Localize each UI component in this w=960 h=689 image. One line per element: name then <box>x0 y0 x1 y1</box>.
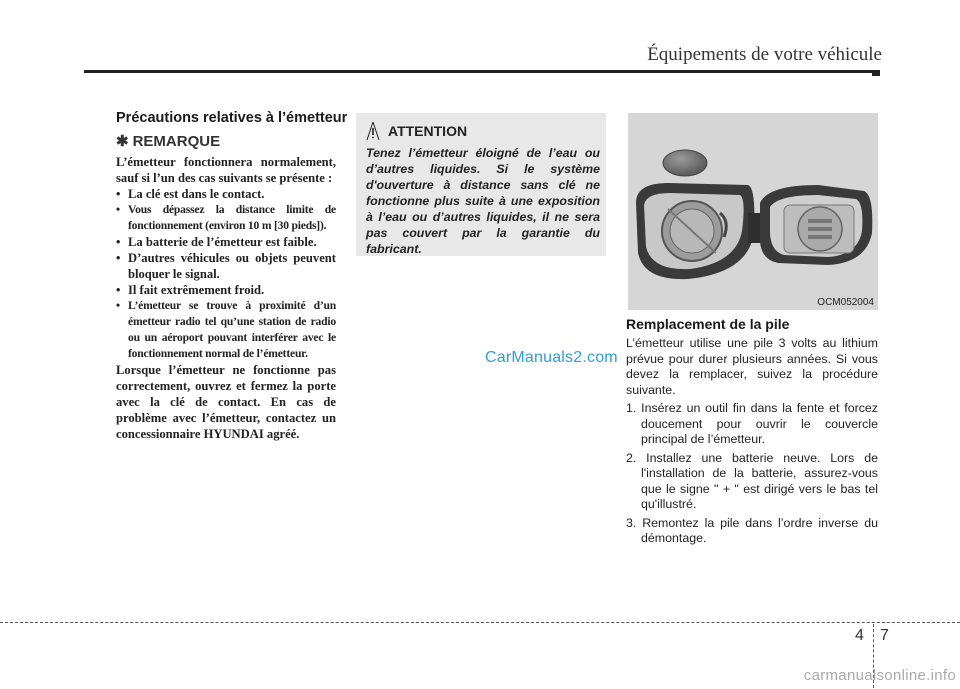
attention-header <box>366 121 600 141</box>
section-title-transmitter-precautions: Précautions relatives à l’émetteur <box>116 110 348 126</box>
list-item: • La batterie de l’émetteur est faible. <box>116 234 336 250</box>
note-title-label: REMARQUE <box>132 132 221 150</box>
list-item: • D’autres véhicules ou objets peuvent bloquer le signal. <box>116 250 336 282</box>
page-header-title: Équipements de votre véhicule <box>647 44 882 65</box>
warning-icon <box>366 121 380 141</box>
attention-box <box>356 113 606 256</box>
list-item: • La clé est dans le contact. <box>116 186 336 202</box>
left-column <box>116 110 348 442</box>
note-body <box>116 154 336 442</box>
battery-replacement-body <box>626 336 878 547</box>
battery-steps <box>626 401 878 547</box>
list-item: 1. Insérez un outil fin dans la fente et forcez doucement pour ouvrir le couvercle principal de l’émetteur. <box>626 401 878 446</box>
footer-dashed-rule <box>0 622 960 623</box>
list-item: • L’émetteur se trouve à proximité d’un émetteur radio tel qu’une station de radio ou un aéroport pouvant interférer avec le fonctionnement normal de l’émetteur. <box>116 298 336 362</box>
attention-body: Tenez l’émetteur éloigné de l’eau ou d’autres liquides. Si le système d'ouverture à distance sans clé ne fonctionne plus suite à une exposition à l’eau ou d’autres liquides, il ne sera pas couvert par la garantie du fabricant. <box>366 146 600 256</box>
page-section-number: 4 <box>855 627 864 644</box>
figure-code-label: OCM052004 <box>817 297 874 308</box>
right-column <box>626 316 878 550</box>
section-title-battery-replacement: Remplacement de la pile <box>626 316 790 332</box>
list-item: 2. Installez une batterie neuve. Lors de l'installation de la batterie, assurez-vous que le signe " + " est dirigé vers le bas tel qu'illustré. <box>626 450 878 511</box>
note-intro: L’émetteur fonctionnera normalement, sauf si l’un des cas suivants se présente : <box>116 155 336 185</box>
header-rule <box>84 70 880 73</box>
page-number: 7 <box>880 627 889 644</box>
note-heading <box>116 132 336 150</box>
list-item: • Il fait extrêmement froid. <box>116 282 336 298</box>
note-bullet-list <box>116 186 336 362</box>
list-item: • Vous dépassez la distance limite de fonctionnement (environ 10 m [30 pieds]). <box>116 202 336 234</box>
note-outro: Lorsque l’émetteur ne fonctionne pas correctement, ouvrez et fermez la porte avec la clé de contact. En cas de problème avec l’émetteur, contactez un concessionnaire HYUNDAI agréé. <box>116 363 336 441</box>
attention-title: ATTENTION <box>388 123 468 139</box>
key-fob-battery-illustration <box>628 113 878 310</box>
list-item: 3. Remontez la pile dans l’ordre inverse du démontage. <box>626 515 878 545</box>
star-icon: ✱ <box>116 133 129 150</box>
watermark-link[interactable]: CarManuals2.com <box>485 349 618 366</box>
header-rule-end <box>872 70 880 76</box>
key-fob-opened-image <box>628 113 878 310</box>
battery-intro: L’émetteur utilise une pile 3 volts au lithium prévue pour durer plusieurs années. Si vous devez la remplacer, suivez la procédure suivante. <box>626 336 878 397</box>
footer-site-watermark: carmanualsonline.info <box>803 667 956 684</box>
